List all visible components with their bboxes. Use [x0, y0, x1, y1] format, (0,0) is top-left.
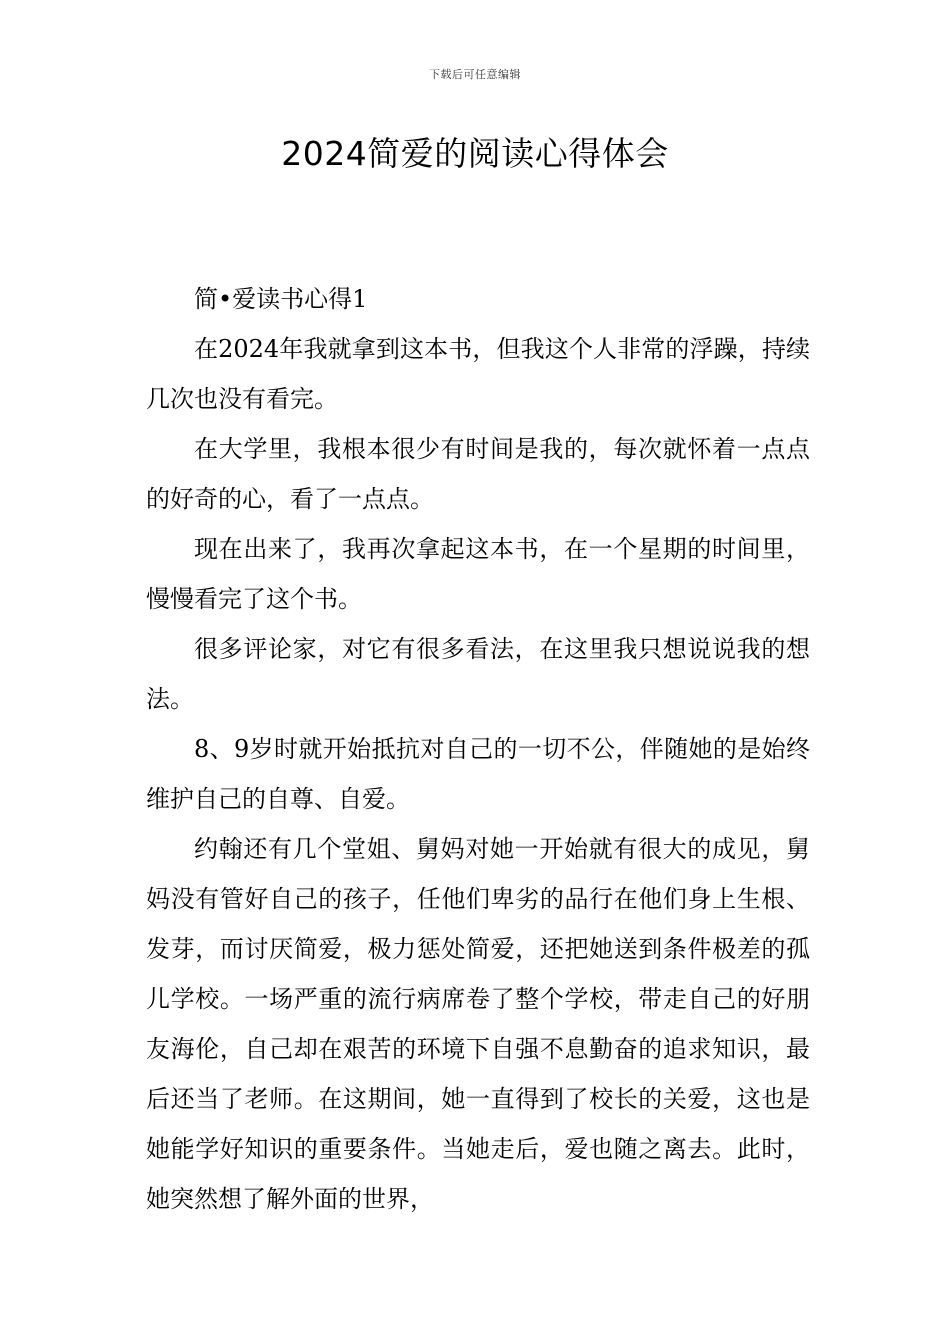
- paragraph: 8、9岁时就开始抵抗对自己的一切不公，伴随她的是始终维护自己的自尊、自爱。: [146, 735, 810, 813]
- section-heading: 简•爱读书心得1: [194, 285, 368, 313]
- paragraph: 在2024年我就拿到这本书，但我这个人非常的浮躁，持续几次也没有看完。: [146, 335, 810, 413]
- header-note: 下载后可任意编辑: [429, 68, 521, 81]
- paragraph: 约翰还有几个堂姐、舅妈对她一开始就有很大的成见，舅妈没有管好自己的孩子，任他们卑劣的品行在他们身上生根、发芽，而讨厌简爱，极力惩处简爱，还把她送到条件极差的孤儿学校。一场严重的流行病席卷了整个学校，带走自己的好朋友海伦，自己却在艰苦的环境下自强不息勤奋的追求知识，最后还当了老师。在这期间，她一直得到了校长的关爱，这也是她能学好知识的重要条件。当她走后，爱也随之离去。此时，她突然想了解外面的世界，: [146, 835, 810, 1213]
- paragraph: 现在出来了，我再次拿起这本书，在一个星期的时间里，慢慢看完了这个书。: [146, 535, 810, 613]
- paragraph: 很多评论家，对它有很多看法，在这里我只想说说我的想法。: [146, 635, 810, 713]
- document-title: 2024简爱的阅读心得体会: [281, 134, 669, 173]
- paragraph: 在大学里，我根本很少有时间是我的，每次就怀着一点点的好奇的心，看了一点点。: [146, 435, 810, 513]
- document-body: [146, 274, 810, 1224]
